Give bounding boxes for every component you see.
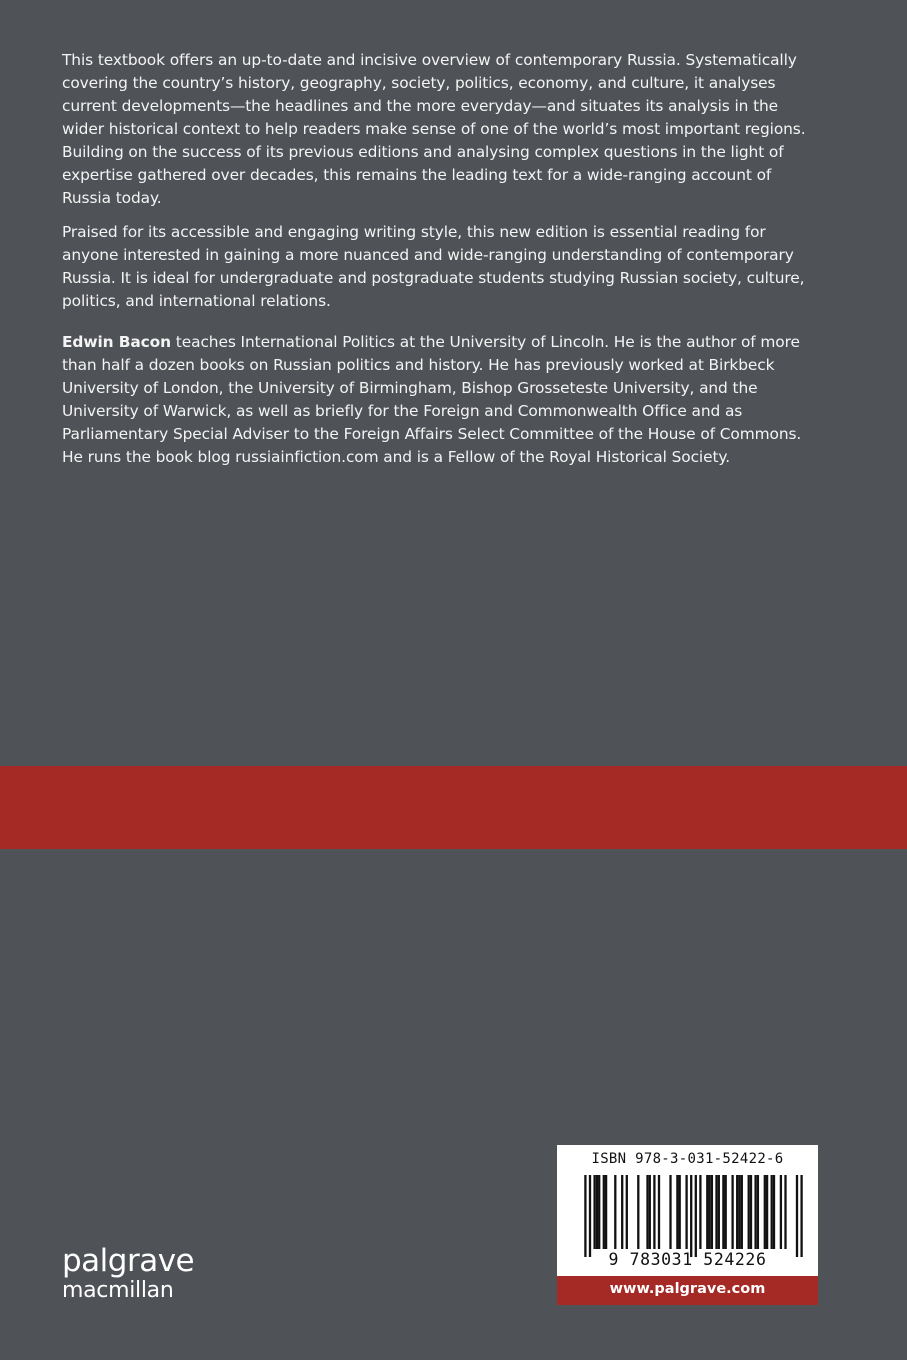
barcode-bar bbox=[738, 1175, 740, 1249]
barcode-panel bbox=[557, 1145, 818, 1276]
barcode-bar bbox=[725, 1175, 727, 1249]
barcode-bar bbox=[796, 1175, 798, 1257]
barcode-bar bbox=[589, 1175, 591, 1257]
barcode-bar bbox=[731, 1175, 733, 1249]
barcode-bar bbox=[773, 1175, 775, 1249]
publisher-logo bbox=[62, 1243, 195, 1303]
barcode-bar bbox=[676, 1175, 678, 1249]
barcode-bar bbox=[596, 1175, 598, 1249]
barcode-bar bbox=[708, 1175, 710, 1249]
barcode-bar bbox=[722, 1175, 724, 1249]
barcode-bar bbox=[649, 1175, 651, 1249]
barcode-bar bbox=[699, 1175, 701, 1249]
publisher-website[interactable]: www.palgrave.com bbox=[557, 1276, 818, 1305]
barcode-bar bbox=[621, 1175, 623, 1249]
barcode-bar bbox=[800, 1175, 802, 1257]
barcode-bar bbox=[718, 1175, 720, 1249]
barcode-bar bbox=[685, 1175, 687, 1249]
barcode-bar bbox=[715, 1175, 717, 1249]
barcode-bar bbox=[614, 1175, 616, 1249]
barcode-bar bbox=[764, 1175, 766, 1249]
barcode-bar bbox=[750, 1175, 752, 1249]
blurb-paragraph-1: This textbook offers an up-to-date and incisive overview of contemporary Russia. Systematically covering the country’s history, geography, society, politics, economy, and culture, it analyses current developments—the headlines and the more everyday—and situates its analysis in the wider historical context to help readers make sense of one of the world’s most important regions. Building on the success of its previous editions and analysing complex questions in the light of expertise gathered over decades, this remains the leading text for a wide-ranging account of Russia today. bbox=[62, 51, 806, 207]
author-name: Edwin Bacon bbox=[62, 333, 172, 351]
barcode-bar bbox=[748, 1175, 750, 1249]
barcode-bar bbox=[679, 1175, 681, 1249]
barcode-bar bbox=[593, 1175, 595, 1249]
barcode-bar bbox=[598, 1175, 600, 1249]
barcode-bar bbox=[736, 1175, 738, 1249]
barcode-bar bbox=[690, 1175, 692, 1257]
logo-line-macmillan: macmillan bbox=[62, 1278, 174, 1303]
barcode-bar bbox=[741, 1175, 743, 1249]
red-accent-band bbox=[0, 766, 907, 849]
barcode-bar bbox=[757, 1175, 759, 1249]
barcode-bar bbox=[711, 1175, 713, 1249]
barcode-bar bbox=[766, 1175, 768, 1249]
barcode-bar bbox=[784, 1175, 786, 1249]
blurb bbox=[62, 49, 822, 480]
barcode-bar bbox=[653, 1175, 655, 1249]
author-bio-text: teaches International Politics at the University of Lincoln. He is the author of more than half a dozen books on Russian politics and history. He has previously worked at Birkbeck University of London, the University of Birmingham, Bishop Grosseteste University, and the University of Warwick, as well as briefly for the Foreign and Commonwealth Office and as Parliamentary Special Adviser to the Foreign Affairs Select Committee of the House of Commons. He runs the book blog russiainfiction.com and is a Fellow of the Royal Historical Society. bbox=[62, 333, 802, 466]
isbn-label: ISBN 978-3-031-52422-6 bbox=[591, 1151, 784, 1167]
logo-line-palgrave: palgrave bbox=[62, 1243, 195, 1279]
barcode-bar bbox=[780, 1175, 782, 1249]
barcode-bar bbox=[706, 1175, 708, 1249]
barcode-bar bbox=[771, 1175, 773, 1249]
barcode-bar bbox=[603, 1175, 605, 1249]
barcode-icon bbox=[557, 1175, 818, 1257]
barcode-bar bbox=[658, 1175, 660, 1249]
barcode-bar bbox=[695, 1175, 697, 1257]
barcode-bar bbox=[646, 1175, 648, 1249]
barcode-bar bbox=[584, 1175, 586, 1257]
barcode-bar bbox=[754, 1175, 756, 1249]
blurb-paragraph-2: Praised for its accessible and engaging writing style, this new edition is essential reading for anyone interested in gaining a more nuanced and wide-ranging understanding of contemporary Russia. It is ideal for undergraduate and postgraduate students studying Russian society, culture, politics, and international relations. bbox=[62, 223, 805, 310]
barcode-bar bbox=[626, 1175, 628, 1249]
barcode-bar bbox=[669, 1175, 671, 1249]
author-bio bbox=[62, 331, 822, 469]
barcode-bar bbox=[605, 1175, 607, 1249]
barcode-bar bbox=[637, 1175, 639, 1249]
ean-digits: 9 783031 524226 bbox=[608, 1250, 767, 1269]
